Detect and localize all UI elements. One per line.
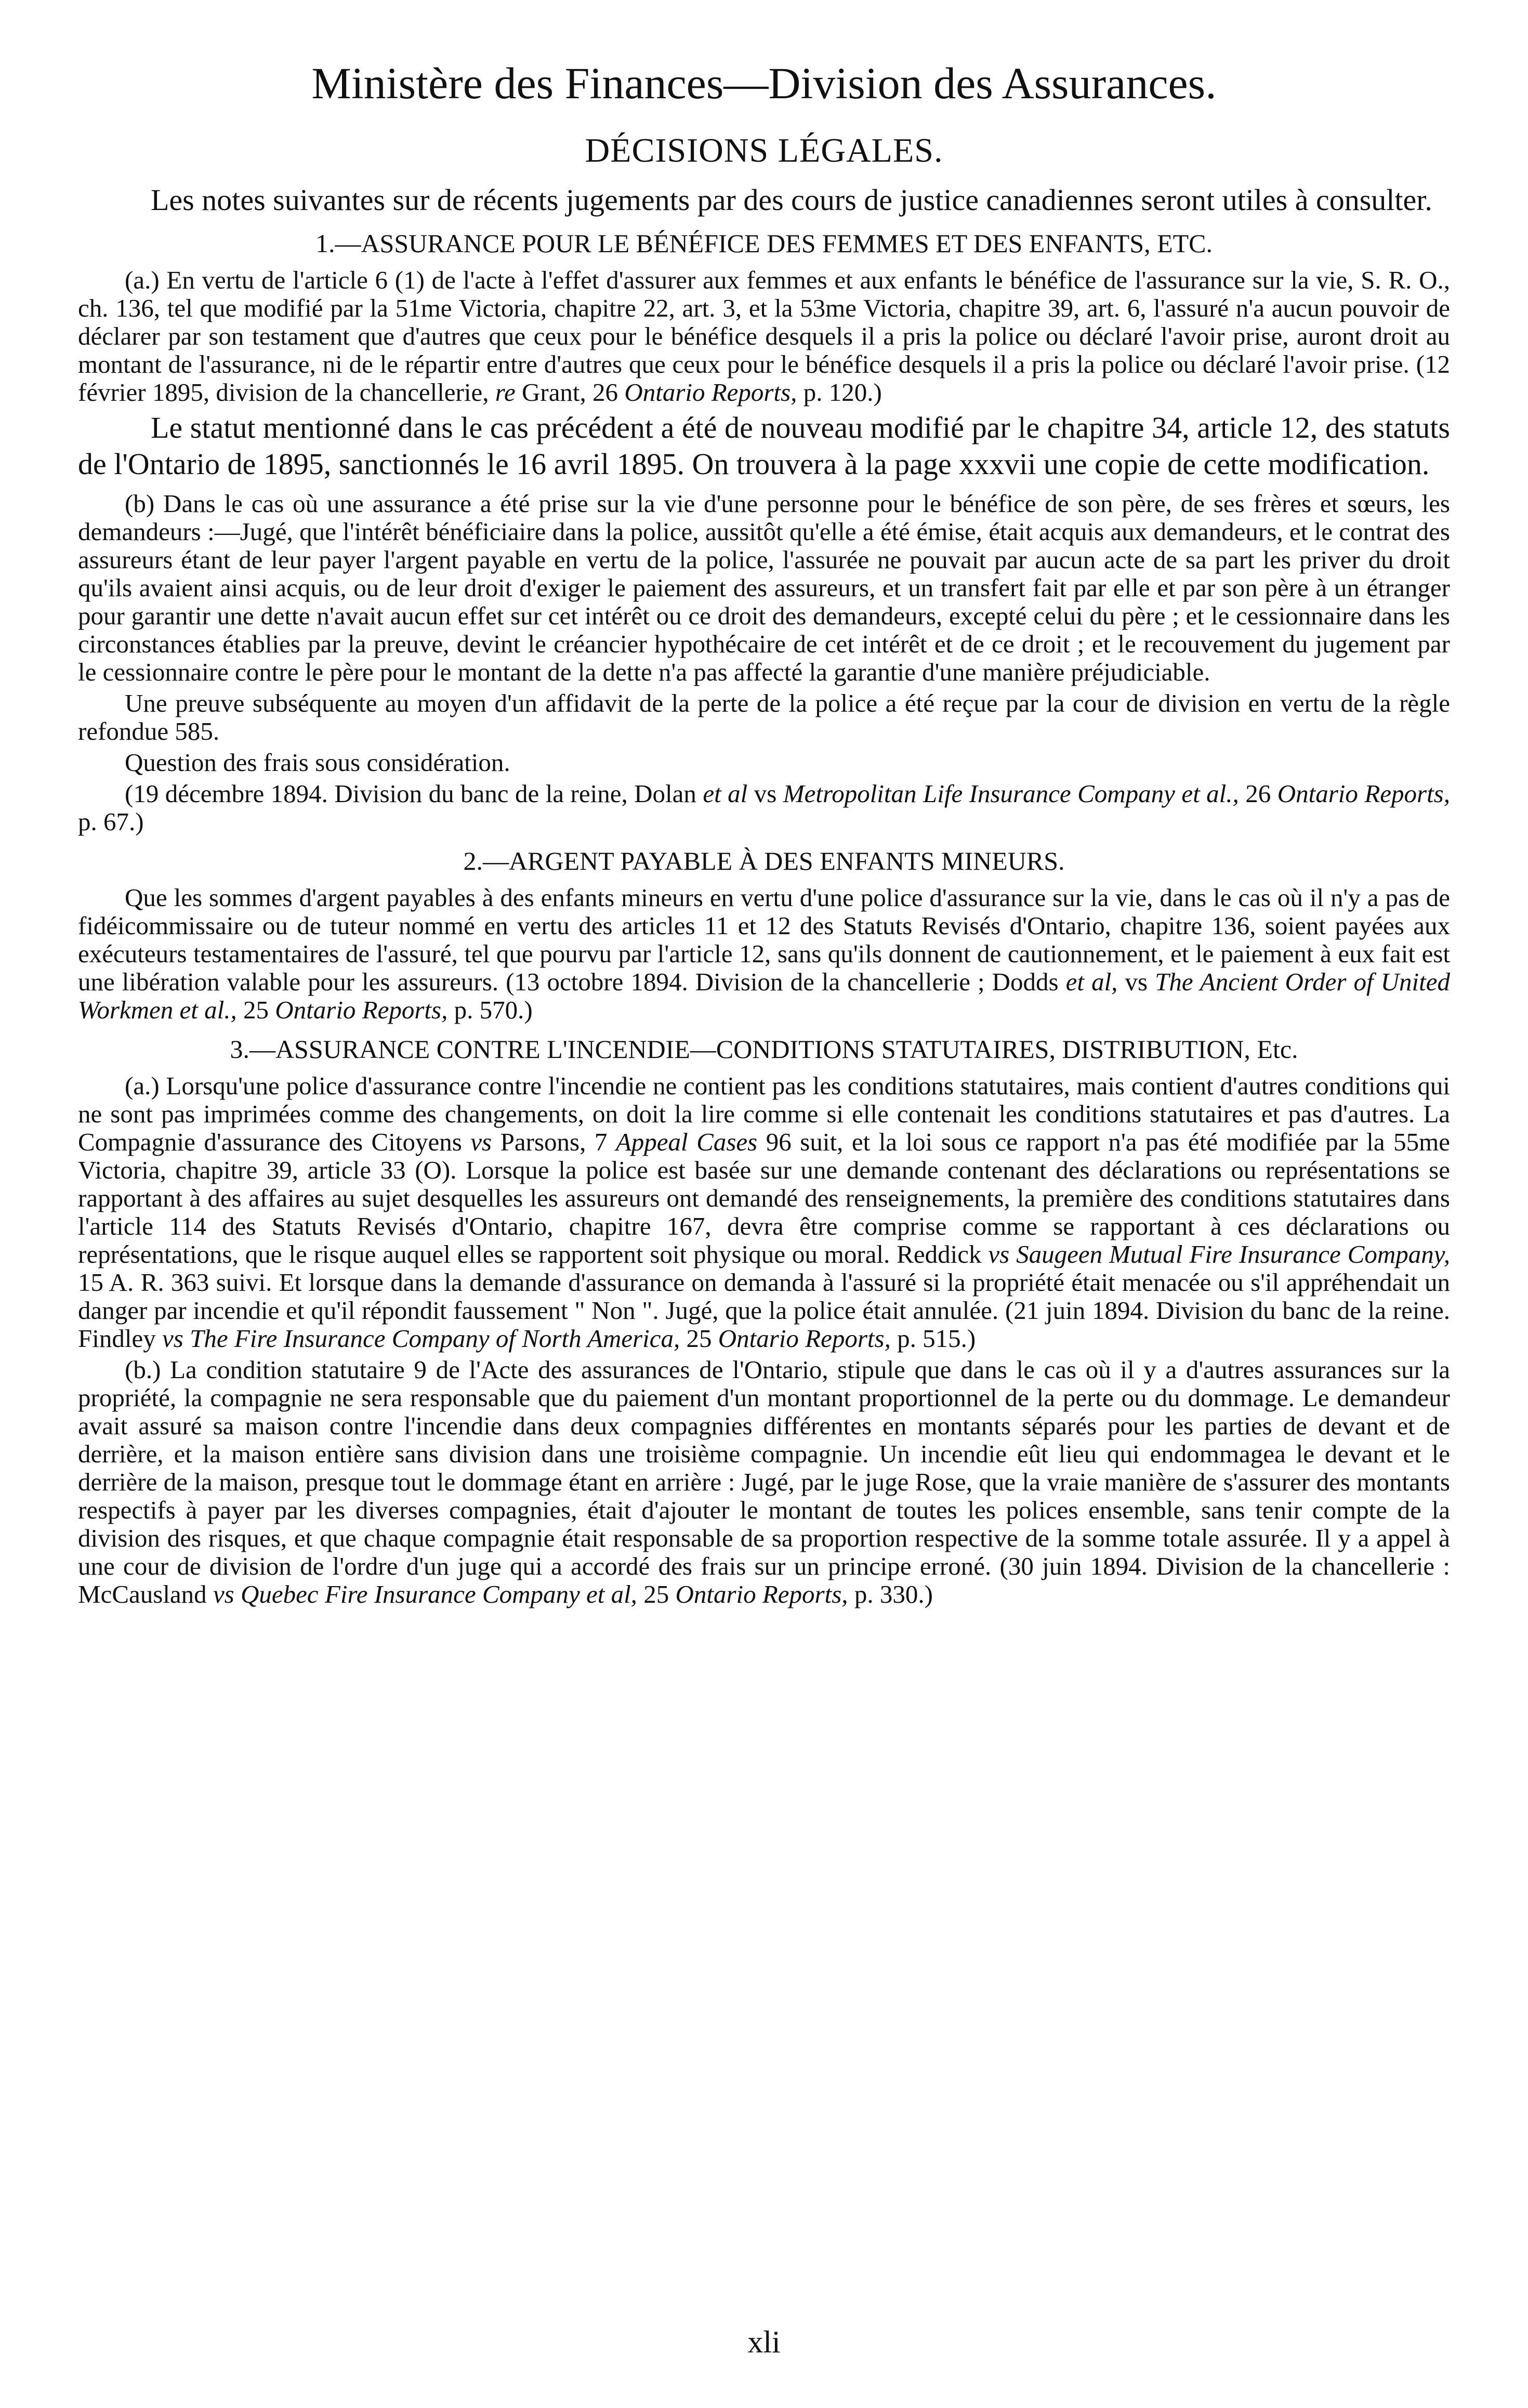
dolan-company: Metropolitan Life Insurance Company et al., [783,779,1239,808]
section-3-a-text4: 15 A. R. 363 suivi. Et lorsque dans la demande d'assurance on demanda à l'assuré si la propriété était menacée ou s'il appréhendait un danger par incendie et qu'il répondit faussement " Non ". Jugé, que la police était annulée. (21 juin 1894. Division du banc de la reine. Findley [78,1268,1450,1353]
dodds-num: 25 [243,996,269,1024]
section-2-paragraph [78,884,1450,1024]
decisions-heading: DÉCISIONS LÉGALES. [585,132,943,169]
costs-paragraph: Question des frais sous considération. [125,748,510,777]
statute-note: Le statut mentionné dans le cas précédent a été de nouveau modifié par le chapitre 34, article 12, des statuts de l'Ontario de 1895, sanctionnés le 16 avril 1895. On trouvera à la page xxxvii une copie de cette modification. [78,411,1450,481]
section-1-a-paragraph [78,266,1450,407]
section-3-b-label: (b.) [125,1355,161,1384]
dodds-reports: Ontario Reports, [275,996,448,1024]
section-1-a-label: (a.) [125,266,160,294]
dodds-vs: vs [1125,967,1148,996]
findley-page: p. 515.) [897,1324,976,1353]
section-1-b-paragraph [78,490,1450,686]
decisions-intro: Les notes suivantes sur de récents jugements par des cours de justice canadiennes seront utiles à consulter. [151,183,1432,217]
dolan-num: 26 [1245,779,1271,808]
section-1-heading: 1.—ASSURANCE POUR LE BÉNÉFICE DES FEMMES ET DES ENFANTS, ETC. [315,229,1213,258]
case-page: p. 120.) [803,378,882,407]
saugeen-company: Saugeen Mutual Fire Insurance Company, [1016,1240,1451,1268]
dodds-et-al: et al, [1065,967,1118,996]
dolan-citation [78,780,1450,836]
dolan-et-al: et al [703,779,748,808]
affidavit-paragraph: Une preuve subséquente au moyen d'un affidavit de la perte de la police a été reçue par la cour de division en vertu de la règle refondue 585. [78,689,1450,745]
case-reports: Ontario Reports, [624,378,797,407]
section-3-a-paragraph [78,1072,1450,1353]
section-3-b-text1: La condition statutaire 9 de l'Acte des assurances de l'Ontario, stipule que dans le cas où il y a d'autres assurances sur la propriété, la compagnie ne sera responsable que du paiement d'un montant proportionnel de la perte ou du dommage. Le demandeur avait assuré sa maison contre l'incendie dans deux compagnies différentes en montants séparés pour les parties de devant et de derrière, et la maison entière sans division dans une troisième compagnie. Un incendie eût lieu qui endommagea le devant et le derrière de la maison, presque tout le dommage étant en arrière : Jugé, par le juge Rose, que la vraie manière de s'assurer des montants respectifs à payer par les diverses compagnies, était d'ajouter le montant de toutes les polices ensemble, sans tenir compte de la division des risques, et que chaque compagnie était responsable de sa proportion respective de la somme totale assurée. Il y a appel à une cour de division de l'ordre d'un juge qui a accordé des frais sur un principe erroné. (30 juin 1894. Division de la chancellerie : McCausland [78,1355,1450,1608]
reddick-vs: vs [988,1240,1010,1268]
section-2-heading: 2.—ARGENT PAYABLE À DES ENFANTS MINEURS. [463,846,1065,875]
section-1-b-label: (b) [125,489,155,518]
appeal-cases: Appeal Cases [615,1128,758,1156]
dolan-vs: vs [754,779,777,808]
mccausland-num: 25 [643,1580,669,1608]
mccausland-reports: Ontario Reports, [675,1580,848,1608]
citoyens-vs: vs [470,1128,492,1156]
dodds-page: p. 570.) [454,996,533,1024]
section-3-b-paragraph [78,1356,1450,1608]
mccausland-page: p. 330.) [854,1580,933,1608]
fire-company: The Fire Insurance Company of North America, [190,1324,680,1353]
mccausland-vs: vs [213,1580,234,1608]
case-re: re [495,378,516,407]
dolan-page: p. 67.) [78,807,144,836]
page-title: Ministère des Finances—Division des Assurances. [311,58,1217,108]
section-3-a-text2: Parsons, 7 [500,1128,608,1156]
dodds-name: The Ancient Order of United Workmen et al., [78,967,1450,1024]
page-number: xli [747,2325,781,2359]
section-3-heading: 3.—ASSURANCE CONTRE L'INCENDIE—CONDITIONS STATUTAIRES, DISTRIBUTION, Etc. [230,1035,1298,1064]
section-2-text: Que les sommes d'argent payables à des enfants mineurs en vertu d'une police d'assurance sur la vie, dans le cas où il n'y a pas de fidéicommissaire ou de tuteur nommé en vertu des articles 11 et 12 des Statuts Revisés d'Ontario, chapitre 136, soient payées aux exécuteurs testamentaires de l'assuré, tel que pourvu par l'article 12, sans qu'ils donnent de cautionnement, et le paiement à eux fait est une libération valable pour les assureurs. (13 octobre 1894. Division de la chancellerie ; Dodds [78,883,1450,996]
section-3-a-text3: 96 suit, et la loi sous ce rapport n'a pas été modifiée par la 55me Victoria, chapitre 39, article 33 (O). Lorsque la police est basée sur une demande contenant des déclarations ou représentations se rapportant à des affaires au sujet desquelles les assureurs ont demandé des renseignements, la première des conditions statutaires dans l'article 114 des Statuts Revisés d'Ontario, chapitre 167, devra être comprise comme se rapportant à ces déclarations ou représentations, que le risque auquel elles se rapportent soit physique ou moral. Reddick [78,1128,1450,1268]
document-page [78,57,1450,2360]
findley-reports: Ontario Reports, [718,1324,891,1353]
section-1-a-text: En vertu de l'article 6 (1) de l'acte à l'effet d'assurer aux femmes et aux enfants le bénéfice de l'assurance sur la vie, S. R. O., ch. 136, tel que modifié par la 51me Victoria, chapitre 22, art. 3, et la 53me Victoria, chapitre 39, art. 6, l'assuré n'a aucun pouvoir de déclarer par son testament que d'autres que ceux pour le bénéfice desquels il a pris la police ou déclaré l'avoir prise, auront droit au montant de l'assurance, ni de le répartir entre d'autres que ceux pour le bénéfice desquels il a pris la police ou déclaré l'avoir prise. (12 février 1895, division de la chancellerie, [78,266,1451,407]
section-3-a-label: (a.) [125,1071,160,1100]
findley-vs: vs [162,1324,183,1353]
case-name: Grant, 26 [521,378,618,407]
dolan-reports: Ontario Reports, [1277,779,1451,808]
section-3-a-text1: Lorsqu'une police d'assurance contre l'incendie ne contient pas les conditions statutaires, mais contient d'autres conditions qui ne sont pas imprimées comme des changements, on doit la lire comme si elle contenait les conditions statutaires et pas d'autres. La Compagnie d'assurance des Citoyens [78,1071,1450,1156]
dolan-citation-start: (19 décembre 1894. Division du banc de la reine, Dolan [125,779,696,808]
section-1-b-text: Dans le cas où une assurance a été prise sur la vie d'une personne pour le bénéfice de son père, de ses frères et sœurs, les demandeurs :—Jugé, que l'intérêt bénéficiaire dans la police, aussitôt qu'elle a été émise, était acquis aux demandeurs, et le contrat des assureurs étant de leur payer l'argent payable en vertu de la police, l'assurée ne pouvait par aucun acte de sa part les priver du droit qu'ils avaient ainsi acquis, ou de leur droit d'exiger le paiement des assureurs, et un transfert fait par elle et par son père à un étranger pour garantir une dette n'avait aucun effet sur cet intérêt ou ce droit des demandeurs, excepté celui du père ; et le cessionnaire dans les circonstances établies par la preuve, devint le créancier hypothécaire de cet intérêt et de ce droit ; et le recouvement du jugement par le cessionnaire contre le père pour le montant de la dette n'a pas affecté la garantie d'une manière préjudiciable. [78,489,1450,686]
quebec-company: Quebec Fire Insurance Company et al, [241,1580,637,1608]
findley-num: 25 [686,1324,712,1353]
